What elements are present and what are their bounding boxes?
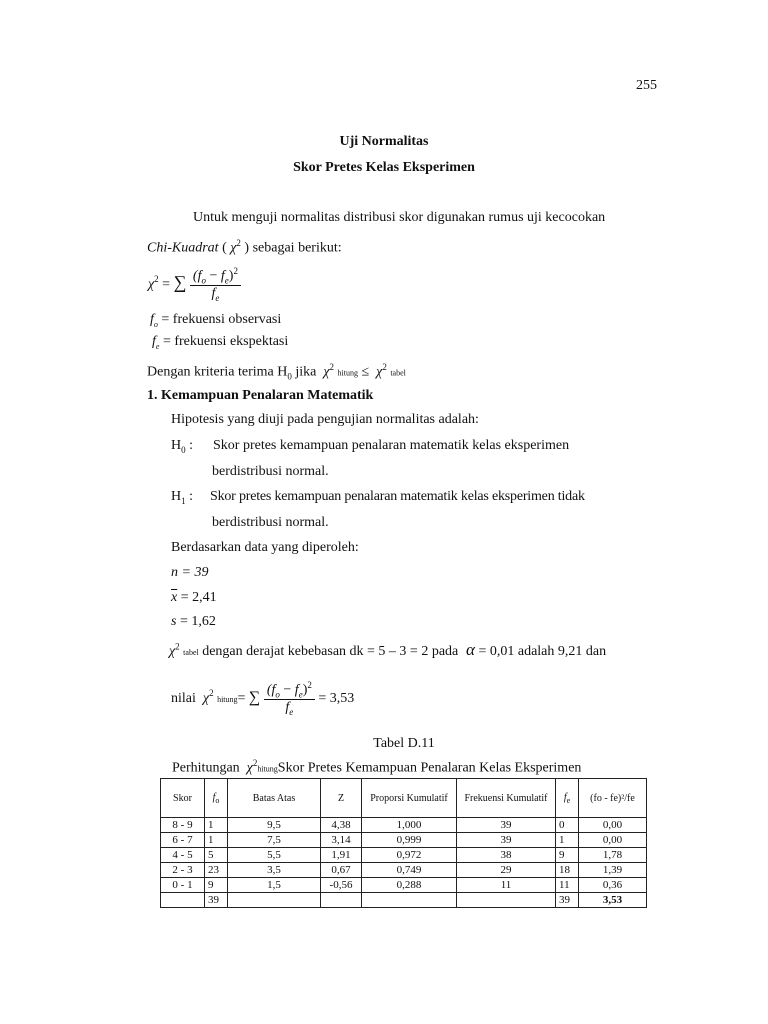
table-row <box>161 863 647 878</box>
table-cell: 4 - 5 <box>161 848 205 863</box>
col-header-skor: Skor <box>161 779 205 818</box>
table-header-row <box>161 779 647 818</box>
h1-label: $H_1$ : <box>171 489 194 506</box>
s-value: s = 1,62 <box>171 614 216 629</box>
h0-label: $H_0$ : <box>171 438 194 455</box>
table-cell: 0 <box>556 818 579 833</box>
table-cell: 1 <box>205 833 228 848</box>
table-cell: 7,5 <box>228 833 321 848</box>
table-cell: 0,36 <box>579 878 647 893</box>
page-subtitle: Skor Pretes Kelas Eksperimen <box>293 160 475 175</box>
table-cell: 3,5 <box>228 863 321 878</box>
xbar-value: $\overline{x} = 2,41$ <box>171 590 217 605</box>
table-row <box>161 833 647 848</box>
criteria-line: Dengan kriteria terima $H_0$ jika $\chi^2$ hitung ≤ $\chi^2$ tabel <box>147 362 406 382</box>
intro-line-2-rest: ) sebagai berikut: <box>244 240 342 256</box>
table-cell: 18 <box>556 863 579 878</box>
table-cell: 1 <box>205 818 228 833</box>
col-header-proporsi: Proporsi Kumulatif <box>362 779 457 818</box>
table-total-row <box>161 893 647 908</box>
col-header-fe: $f_e$ <box>556 779 579 818</box>
table-cell: 11 <box>556 878 579 893</box>
page-number: 255 <box>636 78 657 93</box>
table-cell <box>321 893 362 908</box>
table-caption: Tabel D.11 <box>373 736 435 751</box>
table-cell: 1,78 <box>579 848 647 863</box>
table-cell: 4,38 <box>321 818 362 833</box>
table-cell: 11 <box>457 878 556 893</box>
table-cell: 1,39 <box>579 863 647 878</box>
table-cell: 39 <box>205 893 228 908</box>
chi-hitung-line: nilai $\chi^2$ hitung= ∑ $\frac{(f_o - f_e)^2}{f_e}$ = 3,53 <box>171 680 355 718</box>
chi-square-formula: $\chi^2$ = ∑ $\frac{(f_o - f_e)^2}{f_e}$ <box>148 266 241 303</box>
h1-line-1: Skor pretes kemampuan penalaran matematik kelas eksperimen tidak <box>210 489 585 504</box>
n-value: n = 39 <box>171 565 209 580</box>
definition-fo: $f_o$ = frekuensi observasi <box>150 312 282 329</box>
table-cell: 9 <box>556 848 579 863</box>
chi-square-table <box>160 778 647 908</box>
table-cell: 0 - 1 <box>161 878 205 893</box>
table-cell: 3,53 <box>579 893 647 908</box>
hypothesis-intro: Hipotesis yang diuji pada pengujian normalitas adalah: <box>171 412 479 427</box>
table-cell: 0,00 <box>579 818 647 833</box>
hitung-fraction: $\frac{(f_o - f_e)^2}{f_e}$ <box>264 680 315 717</box>
table-cell: 0,749 <box>362 863 457 878</box>
data-intro: Berdasarkan data yang diperoleh: <box>171 540 359 555</box>
intro-line-2: Chi-Kuadrat ( $\chi^2$ ) sebagai berikut: <box>147 238 342 256</box>
table-cell <box>362 893 457 908</box>
h0-line-1: Skor pretes kemampuan penalaran matematik kelas eksperimen <box>213 438 570 453</box>
table-cell: 39 <box>556 893 579 908</box>
table-cell: 23 <box>205 863 228 878</box>
table-row <box>161 818 647 833</box>
table-cell <box>228 893 321 908</box>
table-cell <box>161 893 205 908</box>
table-row <box>161 848 647 863</box>
chi-kuadrat-label: Chi-Kuadrat <box>147 240 219 256</box>
table-cell: 29 <box>457 863 556 878</box>
chi-table-line: $\chi^2$ tabel dengan derajat kebebasan dk = 5 – 3 = 2 pada α = 0,01 adalah 9,21 dan <box>169 640 607 659</box>
h1-line-2: berdistribusi normal. <box>212 515 329 530</box>
table-cell: 39 <box>457 818 556 833</box>
table-cell: 8 - 9 <box>161 818 205 833</box>
table-cell: 5,5 <box>228 848 321 863</box>
table-cell: 0,67 <box>321 863 362 878</box>
table-cell: 2 - 3 <box>161 863 205 878</box>
col-header-fo: $f_o$ <box>205 779 228 818</box>
table-cell: 9,5 <box>228 818 321 833</box>
table-cell: 1,91 <box>321 848 362 863</box>
table-cell: 5 <box>205 848 228 863</box>
h0-line-2: berdistribusi normal. <box>212 464 329 479</box>
table-cell: 1 <box>556 833 579 848</box>
table-caption-2: Perhitungan $\chi^2hitungSkor$ Pretes Kemampuan Penalaran Kelas Eksperimen <box>172 758 582 776</box>
table-cell: -0,56 <box>321 878 362 893</box>
chi-symbol: χ <box>230 240 237 256</box>
table-cell: 9 <box>205 878 228 893</box>
intro-line-1: Untuk menguji normalitas distribusi skor digunakan rumus uji kecocokan <box>193 210 606 225</box>
table-cell: 1,5 <box>228 878 321 893</box>
col-header-batas-atas: Batas Atas <box>228 779 321 818</box>
table-cell: 38 <box>457 848 556 863</box>
table-cell: 39 <box>457 833 556 848</box>
table-cell: 3,14 <box>321 833 362 848</box>
col-header-frekuensi: Frekuensi Kumulatif <box>457 779 556 818</box>
table-cell: 0,999 <box>362 833 457 848</box>
table-row <box>161 878 647 893</box>
table-cell: 1,000 <box>362 818 457 833</box>
page-title: Uji Normalitas <box>339 134 429 149</box>
col-header-z: Z <box>321 779 362 818</box>
table-cell: 0,288 <box>362 878 457 893</box>
table-cell <box>457 893 556 908</box>
section-heading: 1. Kemampuan Penalaran Matematik <box>147 388 374 403</box>
table-cell: 0,00 <box>579 833 647 848</box>
definition-fe: $f_e$ = frekuensi ekspektasi <box>152 334 289 351</box>
col-header-chi-component: (fo - fe)²/fe <box>579 779 647 818</box>
formula-fraction: $\frac{(f_o - f_e)^2}{f_e}$ <box>190 266 241 303</box>
table-cell: 6 - 7 <box>161 833 205 848</box>
table-cell: 0,972 <box>362 848 457 863</box>
